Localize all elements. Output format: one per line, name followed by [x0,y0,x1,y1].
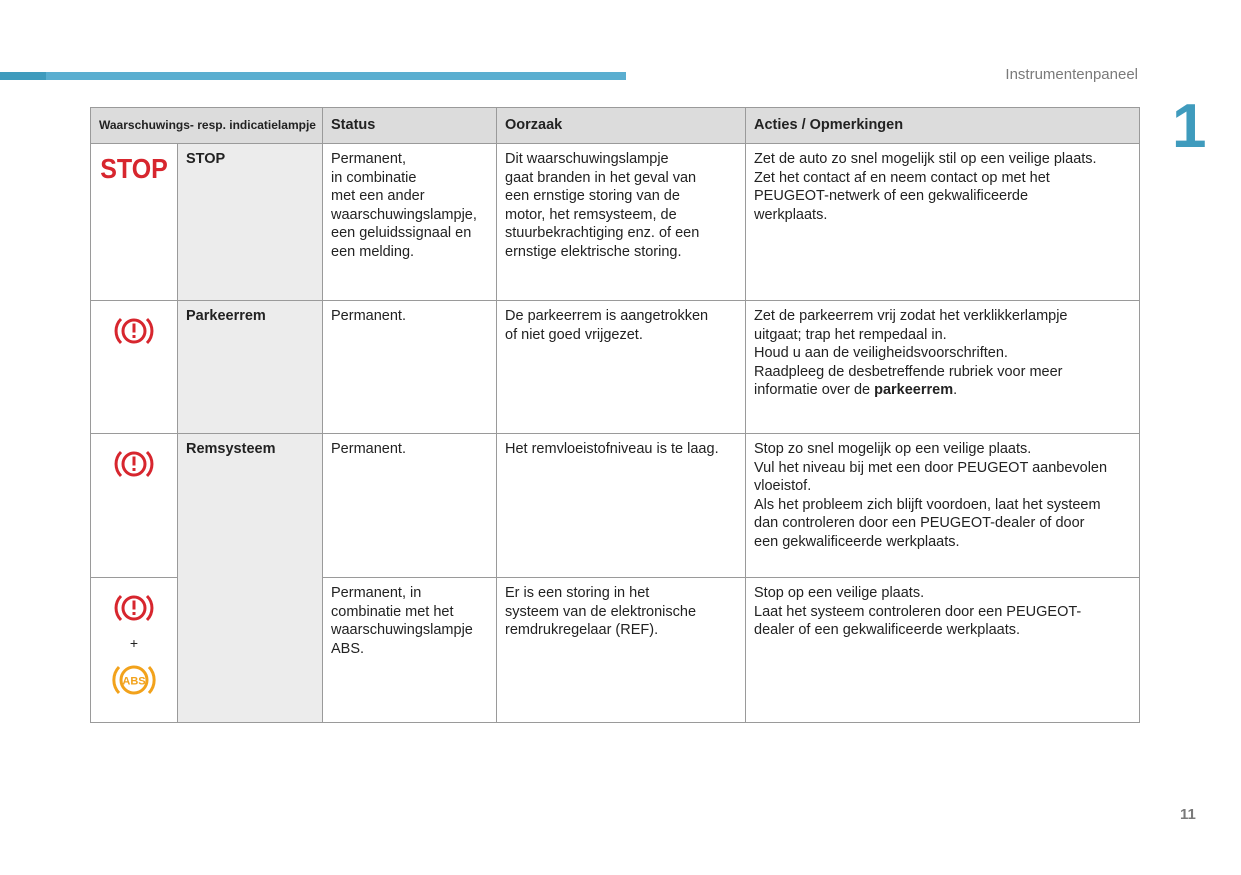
page-number: 11 [1180,806,1196,823]
accent-bar [46,72,626,80]
plus-sign: + [129,635,139,651]
cause-cell: Het remvloeistofniveau is te laag. [497,434,746,578]
status-cell: Permanent. [323,301,497,434]
icon-cell [91,301,178,434]
cause-cell: Er is een storing in het systeem van de elektronische remdrukregelaar (REF). [497,578,746,723]
cause-cell: Dit waarschuwingslampje gaat branden in het geval van een ernstige storing van de motor, het remsysteem, de stuurbekrachtiging enz. of een ernstige elektrische storing. [497,144,746,301]
lamp-name: Remsysteem [178,434,323,723]
icon-cell [91,144,178,301]
lamp-name: Parkeerrem [178,301,323,434]
chapter-number: 1 [1172,92,1207,161]
actions-cell: Stop op een veilige plaats. Laat het systeem controleren door een PEUGEOT- dealer of een gekwalificeerde werkplaats. [746,578,1140,723]
cause-cell: De parkeerrem is aangetrokken of niet goed vrijgezet. [497,301,746,434]
icon-cell [91,434,178,578]
stop-icon-text: STOP [100,153,168,185]
warning-lights-table [90,107,1140,723]
header-lamp: Waarschuwings- resp. indicatielampje [91,108,323,144]
accent-bar-left [0,72,46,80]
table-row [91,434,1140,578]
brake-warning-icon [112,588,156,628]
actions-cell: Zet de parkeerrem vrij zodat het verklikkerlampje uitgaat; trap het rempedaal in. Houd u aan de veiligheidsvoorschriften. Raadpleeg de desbetreffende rubriek voor meer informatie over de parkeerrem. [746,301,1140,434]
table-row [91,301,1140,434]
table-header-row [91,108,1140,144]
stop-warning-icon [100,153,168,185]
actions-cell: Zet de auto zo snel mogelijk stil op een veilige plaats. Zet het contact af en neem contact op met het PEUGEOT-netwerk of een gekwalificeerde werkplaats. [746,144,1140,301]
table-row [91,144,1140,301]
abs-warning-icon [108,659,160,701]
status-cell: Permanent, in combinatie met een ander waarschuwingslampje, een geluidssignaal en een melding. [323,144,497,301]
parking-brake-link-text: parkeerrem [874,382,954,398]
actions-cell: Stop zo snel mogelijk op een veilige plaats. Vul het niveau bij met een door PEUGEOT aanbevolen vloeistof. Als het probleem zich blijft voordoen, laat het systeem dan controleren door een PEUGEOT-dealer of door een gekwalificeerde werkplaats. [746,434,1140,578]
header-status: Status [323,108,497,144]
status-cell: Permanent. [323,434,497,578]
abs-icon-text: ABS [122,675,146,687]
brake-warning-icon [112,311,156,351]
header-actions: Acties / Opmerkingen [746,108,1140,144]
header-cause: Oorzaak [497,108,746,144]
section-title: Instrumentenpaneel [1005,66,1138,83]
lamp-name: STOP [178,144,323,301]
brake-warning-icon [112,444,156,484]
status-cell: Permanent, in combinatie met het waarschuwingslampje ABS. [323,578,497,723]
icon-cell [91,578,178,723]
